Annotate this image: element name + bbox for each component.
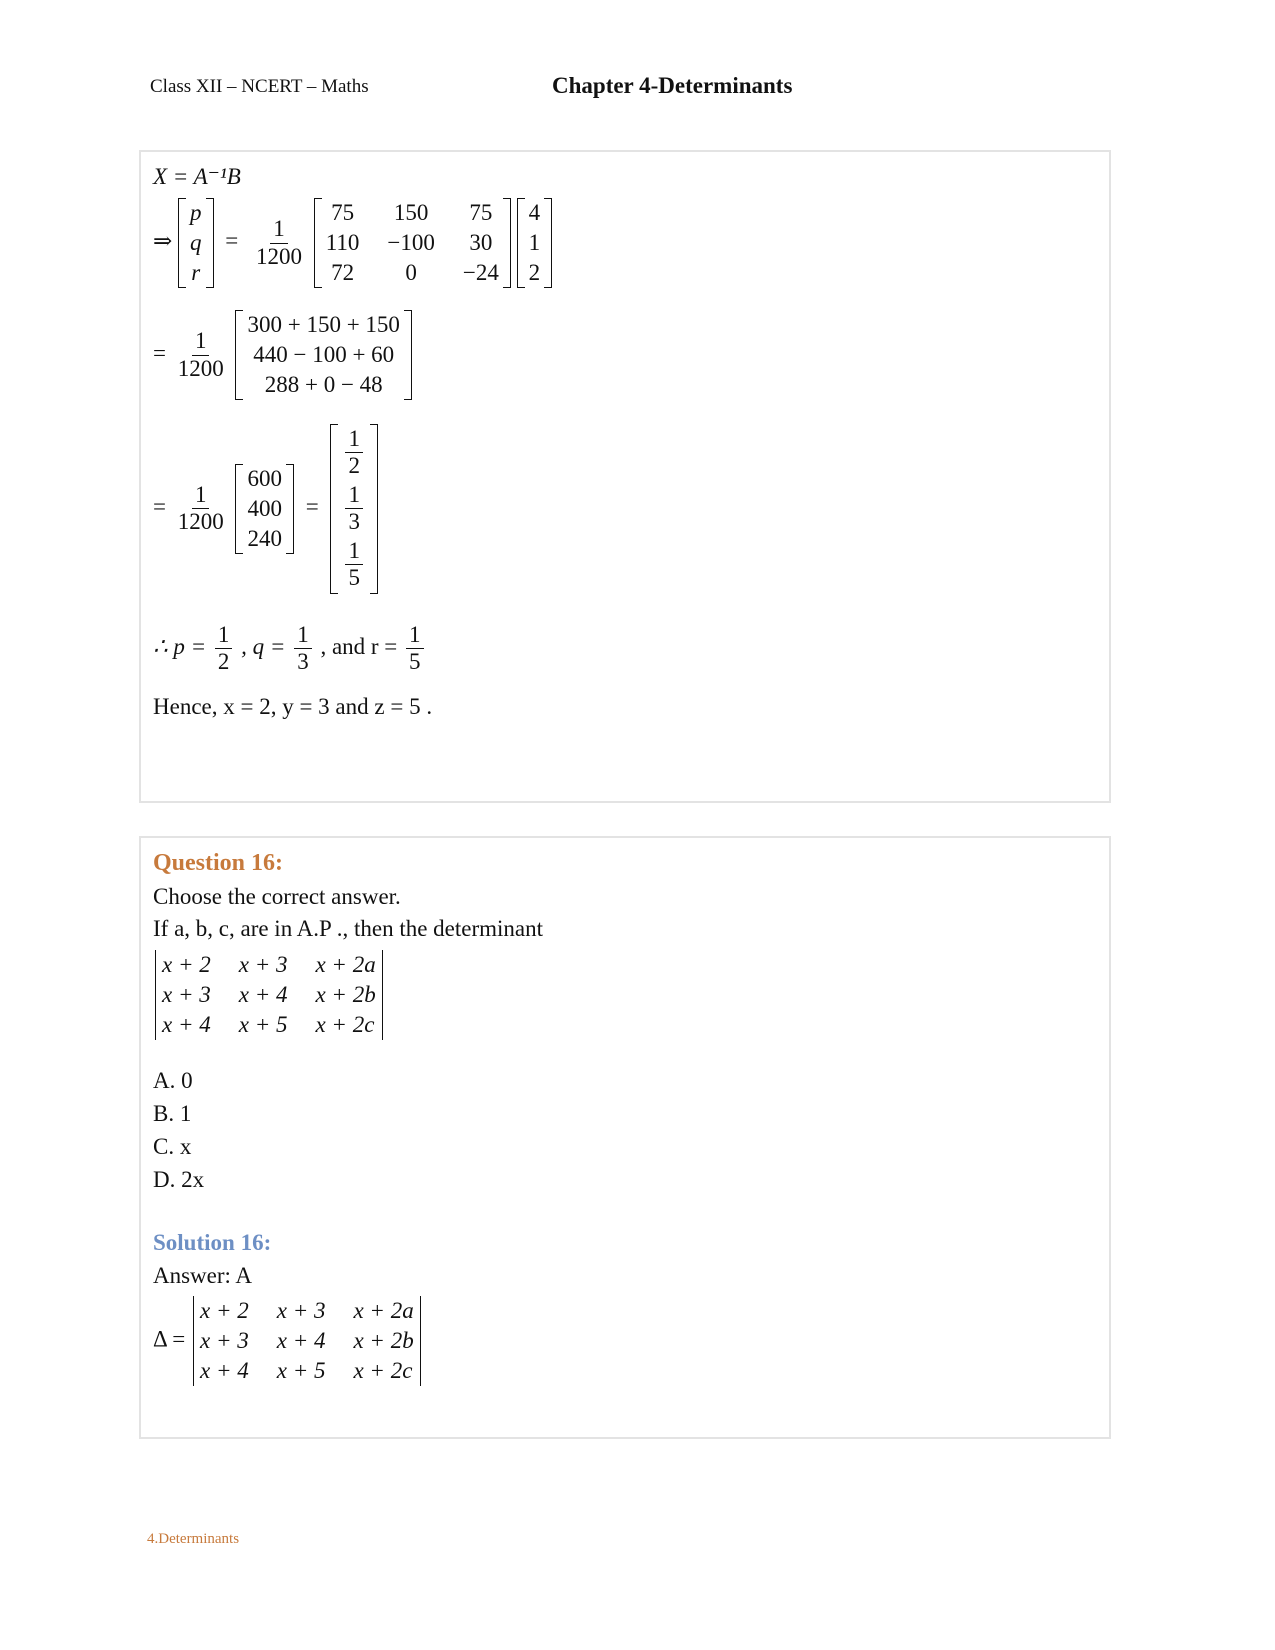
question-condition: If a, b, c, are in A.P ., then the determinant [153,916,544,941]
matrix-cell: x + 5 [238,1012,288,1037]
matrix-cell: 0 [405,260,417,285]
matrix-cell: x + 2a [353,1298,414,1323]
equals-sign: = [153,340,166,366]
inverse-matrix [314,198,511,288]
sum-row: = $\frac{1}{1200}$ 300 + 150 + 150 440 − 100 + 60 288 + 0 − 48 [153,310,412,400]
fraction-cell: $\frac{1}{5}$ [345,538,363,592]
matrix-cell: x + 4 [200,1358,249,1383]
matrix-cell: 72 [331,260,355,285]
option-c: C. x [153,1134,192,1159]
option-d: D. 2x [153,1167,205,1192]
solution-title: Solution 16: [153,1230,272,1255]
matrix-cell: x + 2c [315,1012,375,1037]
question-box [139,836,1111,1439]
matrix-cell: 2 [528,260,541,285]
sum-column [235,310,411,400]
variable-vector [178,198,214,288]
matrix-equation-row [153,198,552,288]
question-determinant [153,950,385,1040]
final-fraction-column [330,424,378,594]
matrix-cell: x + 4 [276,1328,326,1353]
matrix-cell: r [191,260,201,285]
matrix-cell: 440 − 100 + 60 [253,342,395,367]
matrix-cell: x + 3 [200,1328,249,1353]
matrix-cell: x + 3 [162,982,211,1007]
matrix-cell: x + 2c [353,1358,413,1383]
matrix-cell: 300 + 150 + 150 [247,312,400,337]
matrix-cell: 600 [247,465,282,491]
hence-statement: Hence, x = 2, y = 3 and z = 5 . [153,694,433,719]
matrix-cell: x + 3 [276,1298,326,1323]
header-chapter-title: Chapter 4-Determinants [552,73,793,98]
option-b: B. 1 [153,1101,192,1126]
matrix-cell: x + 3 [238,952,288,977]
fraction-cell: $\frac{1}{3}$ [345,482,363,536]
solution-answer: Answer: A [153,1263,253,1288]
option-a: A. 0 [153,1068,193,1093]
matrix-cell: 240 [247,525,282,551]
matrix-cell: 110 [325,230,360,255]
matrix-cell: x + 2b [353,1328,414,1353]
matrix-cell: 1 [528,230,541,255]
matrix-cell: 4 [528,200,541,225]
matrix-cell: −24 [462,260,499,285]
matrix-cell: x + 4 [162,1012,211,1037]
implies-symbol: ⇒ [153,228,173,254]
result-column [235,464,294,554]
inverse-equation: X = A⁻¹B [153,164,241,189]
fraction-cell: $\frac{1}{2}$ [345,426,363,480]
matrix-cell: 288 + 0 − 48 [264,372,383,397]
header-class-label: Class XII – NCERT – Maths [150,76,369,97]
footer-chapter-label: 4.Determinants [147,1531,240,1547]
matrix-cell: x + 2 [200,1298,249,1323]
delta-symbol: Δ = [153,1326,186,1352]
matrix-cell: q [190,230,202,255]
matrix-cell: p [190,200,202,225]
matrix-cell: 75 [469,200,493,225]
question-title: Question 16: [153,850,284,876]
question-prompt: Choose the correct answer. [153,884,401,909]
equals-sign: = [225,228,239,254]
therefore-row: ∴ p = $\frac{1}{2}$ , q = $\frac{1}{3}$ , and r = $\frac{1}{5}$ [153,622,427,676]
matrix-cell: 400 [247,495,282,521]
matrix-cell: −100 [387,230,435,255]
solution-continuation-box [139,150,1111,803]
rhs-vector [517,198,553,288]
matrix-cell: 75 [331,200,355,225]
matrix-cell: 150 [393,200,429,225]
matrix-cell: x + 4 [238,982,288,1007]
result-row: = $\frac{1}{1200}$ 600 400 240 = $\frac{1}{2}$ $\frac{1}{3}$ $\frac{1}{5}$ [153,424,378,594]
matrix-cell: x + 2b [315,982,376,1007]
matrix-cell: x + 2a [315,952,376,977]
matrix-cell: 30 [469,230,493,255]
matrix-cell: x + 5 [276,1358,326,1383]
matrix-cell: x + 2 [162,952,211,977]
solution-determinant [153,1296,423,1386]
scalar-fraction: $\frac{1}{1200}$ [256,216,303,269]
